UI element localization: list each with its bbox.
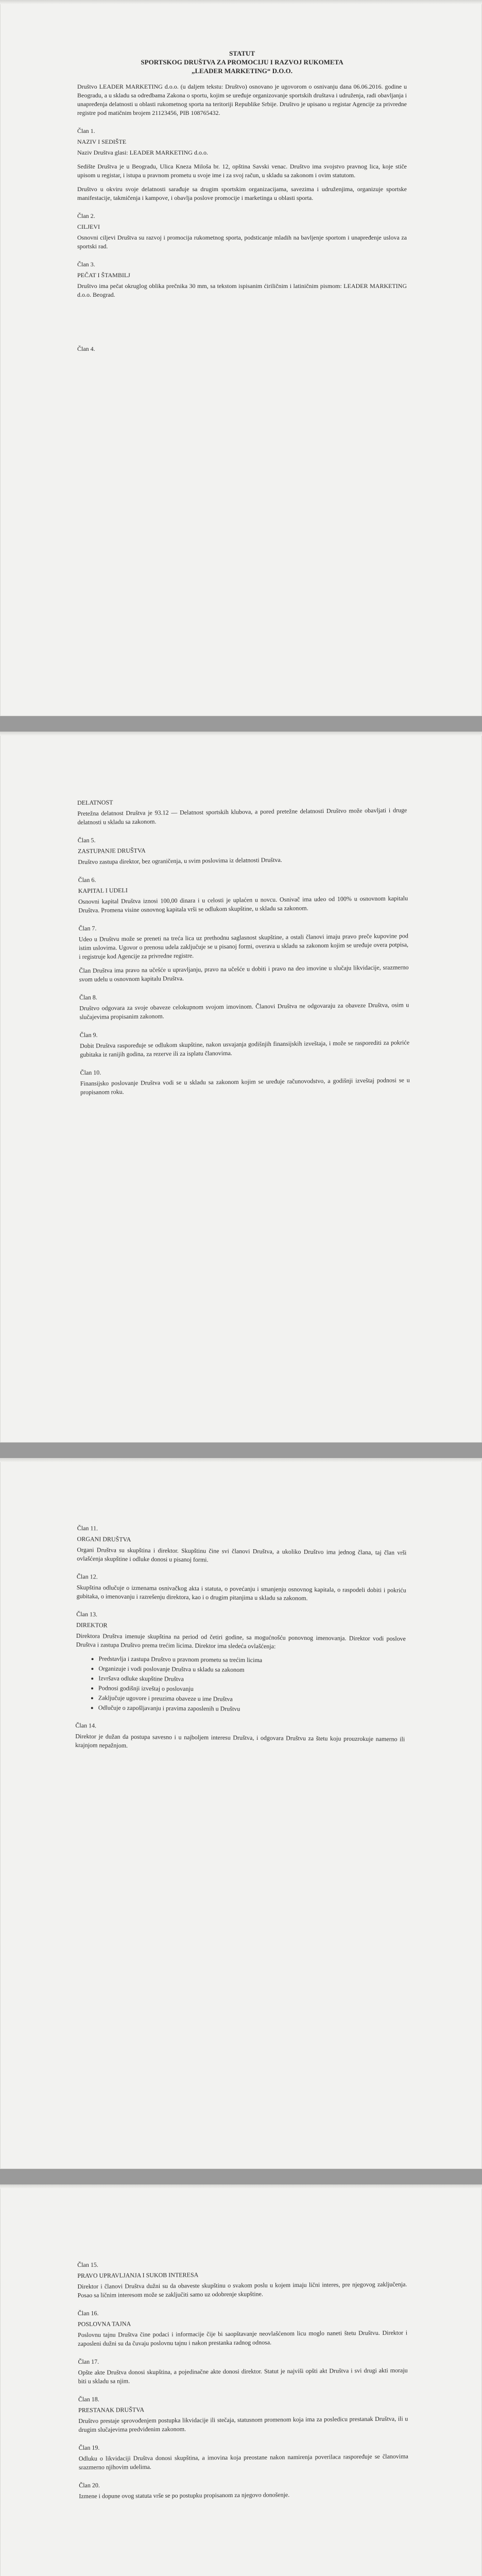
list-item: • Podnosi godišnji izveštaj o poslovanju <box>98 1684 405 1695</box>
paragraph: Pretežna delatnost Društva je 93.12 — Delatnost sportskih klubova, a pored pretežne delatnosti Društvo može obavljati i druge delatnosti u skladu sa zakonom. <box>77 806 407 826</box>
page-content <box>77 2249 408 2506</box>
document-page-3 <box>0 1458 482 2169</box>
scan-edge <box>0 1458 482 1462</box>
article-number: Član 2. <box>77 212 95 219</box>
title-line: „LEADER MARKETING“ D.O.O. <box>191 67 293 75</box>
list-item: • Odlučuje o zapošljavanju i pravima zaposlenih u Društvu <box>98 1703 405 1715</box>
section-heading: PRAVO UPRAVLJANJA I SUKOB INTERESA <box>77 2271 199 2279</box>
section-heading: DIREKTOR <box>76 1621 108 1629</box>
article-number: Član 20. <box>79 2481 100 2489</box>
document-title <box>77 49 407 75</box>
scan-edge <box>0 732 482 736</box>
page-body <box>77 82 407 353</box>
page-content <box>75 1515 407 1758</box>
section-heading: PEČAT I ŠTAMBILJ <box>77 272 130 279</box>
bullet-list <box>76 1654 406 1715</box>
paragraph: Izmene i dopune ovog statuta vrše se po postupku propisanom za njegovo donošenje. <box>79 2491 290 2500</box>
paragraph: Direktor je dužan da postupa savesno i u najboljem interesu Društva, i odgovara Društvu za štetu koju prouzrokuje namerno ili krajnjom nepažnjom. <box>75 1732 405 1749</box>
article-number: Član 6. <box>78 876 96 884</box>
paragraph: Osnovni ciljevi Društva su razvoj i promocija rukometnog sporta, podsticanje mladih na bavljenje sportom i unapređenje uslova za sportski rad. <box>77 234 407 250</box>
article-number: Član 3. <box>77 261 95 268</box>
paragraph: Opšte akte Društva donosi skupština, a pojedinačne akte donosi direktor. Statut je najviši opšti akt Društva i svi drugi akti moraju biti u skladu sa njim. <box>78 2366 408 2385</box>
paragraph: Društvo prestaje sprovođenjem postupka likvidacije ili stečaja, statusnom promenom koja ima za posledicu prestanak Društva, ili u drugim slučajevima predviđenim zakonom. <box>78 2415 408 2433</box>
title-line: STATUT <box>229 49 255 57</box>
paragraph: Finansijsko poslovanje Društva vodi se u skladu sa zakonom kojim se uređuje računovodstvo, a godišnji izveštaj podnosi se u propisanom roku. <box>80 1076 410 1096</box>
article-number: Član 9. <box>79 1031 98 1039</box>
document-page-4 <box>0 2184 482 2576</box>
paragraph: Društvo LEADER MARKETING d.o.o. (u daljem tekstu: Društvo) osnovano je ugovorom o osnivanju dana 06.06.2016. godine u Beogradu, a u skladu sa odredbama Zakona o sportu, kojim se uređuje organizovanje sportskih društava i udruženja, radi obavljanja i unapređenja delatnosti u oblasti rukometnog sporta na teritoriji Republike Srbije. Društvo je upisano u registar Agencije za privredne registre pod matičnim brojem 21123456, PIB 108765432. <box>77 83 407 116</box>
paragraph: Naziv Društva glasi: LEADER MARKETING d.o.o. <box>77 149 208 156</box>
article-number: Član 4. <box>77 345 95 352</box>
list-item: • Predstavlja i zastupa Društvo u pravnom prometu sa trećim licima <box>98 1654 405 1666</box>
article-number: Član 10. <box>80 1069 101 1076</box>
document-page-1 <box>0 0 482 716</box>
paragraph: Sedište Društva je u Beogradu, Ulica Kneza Miloša br. 12, opština Savski venac. Društvo ima svojstvo pravnog lica, koje stiče upisom u registar, i istupa u pravnom prometu u svoje ime i za svoj račun, u skladu sa zakonom i ovim statutom. <box>77 163 407 179</box>
paragraph: Skupština odlučuje o izmenama osnivačkog akta i statuta, o povećanju i smanjenju osnovnog kapitala, o raspodeli dobiti i pokriću gubitaka, o imenovanju i razrešenju direktora, kao i o drugim pitanjima u skladu sa zakonom. <box>76 1583 406 1602</box>
paragraph: Udeo u Društvu može se preneti na treća lica uz prethodnu saglasnost skupštine, a ostali članovi imaju pravo preče kupovine pod istim uslovima. Ugovor o prenosu udela zaključuje se u pisanoj formi, overava u skladu sa zakonom kojim se uređuje overa potpisa, i registruje kod Agencije za privredne registre. <box>78 932 409 960</box>
page-body <box>77 2259 408 2501</box>
section-heading: KAPITAL I UDELI <box>78 886 128 894</box>
paragraph: Društvo ima pečat okruglog oblika prečnika 30 mm, sa tekstom ispisanim ćiriličnim i latiničnim pismom: LEADER MARKETING d.o.o. Beograd. <box>77 282 407 298</box>
paragraph: Društvo odgovara za svoje obaveze celokupnom svojom imovinom. Članovi Društva ne odgovaraju za obaveze Društva, osim u slučajevima propisanim zakonom. <box>79 1001 409 1021</box>
section-heading: NAZIV I SEDIŠTE <box>77 138 127 145</box>
scan-edge <box>0 0 482 4</box>
article-number: Član 17. <box>78 2358 99 2365</box>
section-heading: DELATNOST <box>77 799 113 806</box>
list-item: • Izvršava odluke skupštine Društva <box>98 1674 405 1685</box>
page-content <box>77 49 407 355</box>
article-number: Član 7. <box>78 924 97 932</box>
document-page-2 <box>0 732 482 1443</box>
paragraph: Direktor i članovi Društva dužni su da obaveste skupštinu o svakom poslu u kojem imaju lični interes, pre njegovog zaključenja. Posao sa ličnim interesom može se zaključiti samo uz odobrenje skupštine. <box>77 2280 407 2299</box>
page-body <box>77 795 410 1097</box>
section-heading: ORGANI DRUŠTVA <box>77 1535 131 1543</box>
title-line: SPORTSKOG DRUŠTVA ZA PROMOCIJU I RAZVOJ RUKOMETA <box>141 58 343 66</box>
scan-edge <box>0 2184 482 2189</box>
article-number: Član 8. <box>79 993 97 1001</box>
paragraph: Društvo u okviru svoje delatnosti sarađuje sa drugim sportskim organizacijama, savezima i udruženjima, organizuje sportske manifestacije, takmičenja i kampove, i obavlja poslove promocije i marketinga u oblasti sporta. <box>77 185 407 201</box>
list-item: • Organizuje i vodi poslovanje Društva u skladu sa zakonom <box>98 1664 405 1675</box>
paragraph: Direktora Društva imenuje skupština na period od četiri godine, sa mogućnošću ponovnog imenovanja. Direktor vodi poslove Društva i zastupa Društvo prema trećim licima. Direktor ima sledeća ovlašćenja: <box>76 1632 406 1650</box>
page-content <box>77 795 410 1102</box>
list-item: • Zaključuje ugovore i preuzima obaveze u ime Društva <box>98 1693 405 1705</box>
paragraph: Poslovnu tajnu Društva čine podaci i informacije čije bi saopštavanje neovlašćenom licu moglo naneti štetu Društvu. Direktor i zaposleni dužni su da čuvaju poslovnu tajnu i nakon prestanka radnog odnosa. <box>78 2329 408 2347</box>
article-number: Član 18. <box>78 2395 99 2403</box>
paragraph: Organi Društva su skupština i direktor. Skupštinu čine svi članovi Društva, a ukoliko Društvo ima jednog člana, taj član vrši ovlašćenja skupštine i odluke donosi u pisanoj formi. <box>77 1546 407 1564</box>
article-number: Član 14. <box>75 1721 97 1730</box>
article-number: Član 19. <box>78 2444 100 2451</box>
article-number: Član 11. <box>77 1524 98 1532</box>
article-number: Član 13. <box>76 1610 98 1618</box>
paragraph: Društvo zastupa direktor, bez ograničenja, u svim poslovima iz delatnosti Društva. <box>78 856 282 866</box>
article-number: Član 15. <box>77 2261 98 2268</box>
section-heading: CILJEVI <box>77 223 100 230</box>
paragraph: Dobit Društva raspoređuje se odlukom skupštine, nakon usvajanja godišnjih finansijskih izveštaja, i može se rasporediti za pokriće gubitaka iz ranijih godina, za rezerve ili za isplatu članovima. <box>79 1039 410 1058</box>
article-number: Član 16. <box>77 2309 99 2317</box>
section-heading: ZASTUPANJE DRUŠTVA <box>77 846 146 855</box>
article-number: Član 12. <box>76 1572 98 1581</box>
paragraph: Osnovni kapital Društva iznosi 100,00 dinara i u celosti je uplaćen u novcu. Osnivač ima udeo od 100% u osnovnom kapitalu Društva. Promena visine osnovnog kapitala vrši se odlukom skupštine, u skladu sa zakonom. <box>78 894 408 914</box>
paragraph: Odluku o likvidaciji Društva donosi skupština, a imovina koja preostane nakon namirenja poverilaca raspoređuje se članovima srazmerno njihovim udelima. <box>78 2452 408 2471</box>
section-heading: POSLOVNA TAJNA <box>77 2320 131 2328</box>
page-body <box>75 1524 407 1753</box>
paragraph: Član Društva ima pravo na učešće u upravljanju, pravo na učešće u dobiti i pravo na deo imovine u slučaju likvidacije, srazmerno svom udelu u osnovnom kapitalu Društva. <box>79 963 409 983</box>
article-number: Član 5. <box>77 836 96 844</box>
article-number: Član 1. <box>77 127 95 134</box>
section-heading: PRESTANAK DRUŠTVA <box>78 2406 145 2414</box>
spacer <box>77 304 407 335</box>
